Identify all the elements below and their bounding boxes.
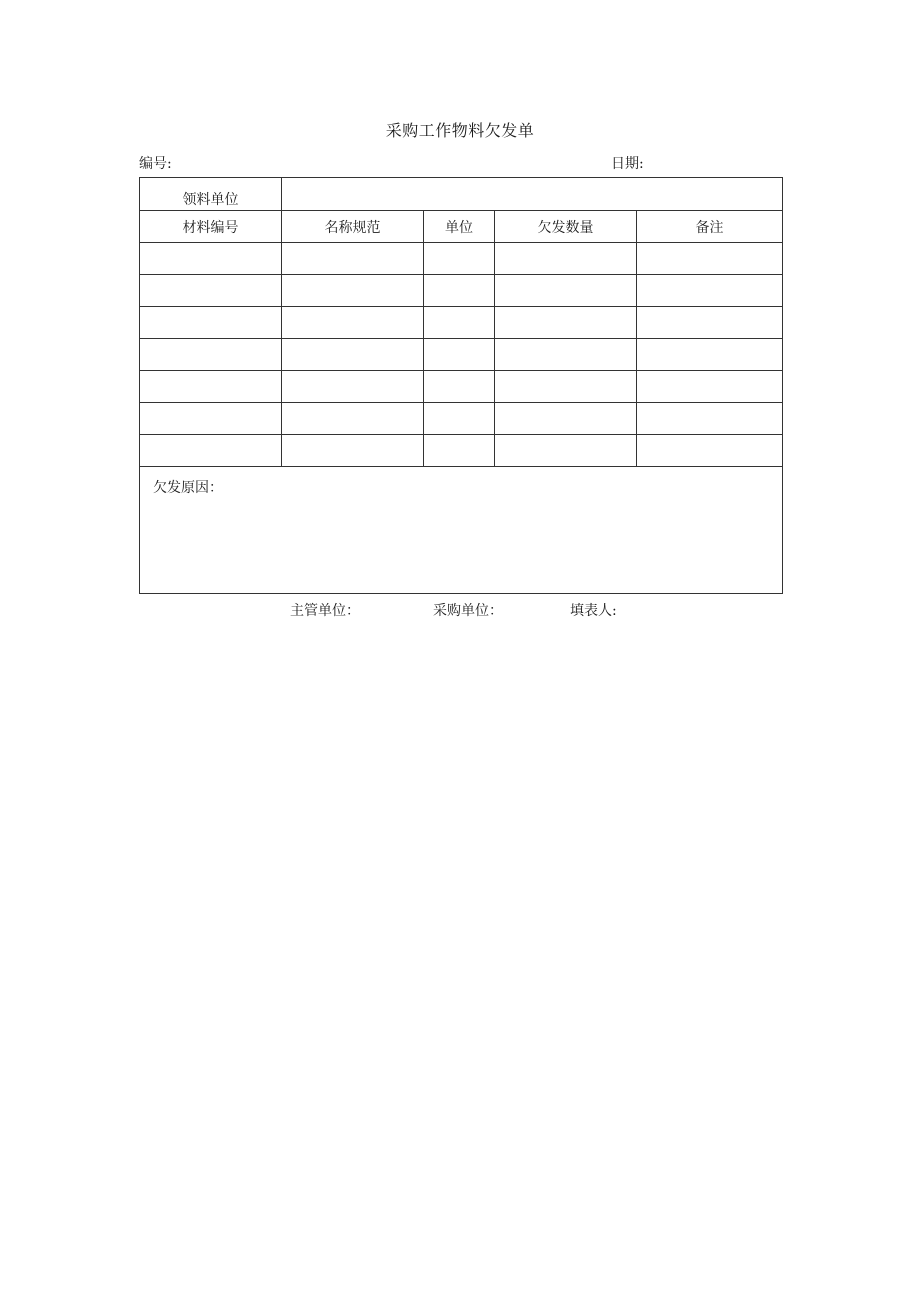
table-cell[interactable] [637,275,783,307]
table-cell[interactable] [140,403,282,435]
table-cell[interactable] [424,435,495,467]
header-material-code: 材料编号 [140,211,282,243]
table-cell[interactable] [424,275,495,307]
table-row [140,403,783,435]
table-row [140,435,783,467]
table-cell[interactable] [140,275,282,307]
header-shortage-qty: 欠发数量 [495,211,637,243]
table-cell[interactable] [282,371,424,403]
table-cell[interactable] [495,371,637,403]
table-row [140,339,783,371]
table-row [140,243,783,275]
table-cell[interactable] [495,403,637,435]
table-cell[interactable] [424,371,495,403]
purchasing-label: 采购单位： [433,603,503,619]
table-cell[interactable] [424,307,495,339]
table-cell[interactable] [495,275,637,307]
table-cell[interactable] [282,339,424,371]
table-cell[interactable] [637,243,783,275]
table-cell[interactable] [495,339,637,371]
table-cell[interactable] [424,339,495,371]
header-remarks: 备注 [637,211,783,243]
table-cell[interactable] [140,307,282,339]
table-cell[interactable] [495,307,637,339]
unit-row [140,178,783,211]
table-cell[interactable] [282,435,424,467]
table-cell[interactable] [495,243,637,275]
table-row [140,275,783,307]
table-row [140,371,783,403]
reason-cell[interactable] [140,467,783,594]
table-cell[interactable] [424,403,495,435]
table-cell[interactable] [637,403,783,435]
unit-value-cell[interactable] [282,178,783,211]
number-label: 编号: [139,156,172,172]
table-cell[interactable] [495,435,637,467]
table-row [140,307,783,339]
filler-label: 填表人: [570,603,617,619]
shortage-form-table [139,177,783,594]
header-row [140,211,783,243]
table-cell[interactable] [140,371,282,403]
table-cell[interactable] [637,435,783,467]
table-cell[interactable] [282,403,424,435]
table-cell[interactable] [637,339,783,371]
header-unit: 单位 [424,211,495,243]
unit-label-cell: 领料单位 [140,178,282,211]
supervisor-label: 主管单位： [290,603,360,619]
table-cell[interactable] [140,435,282,467]
table-cell[interactable] [637,307,783,339]
table-cell[interactable] [140,339,282,371]
reason-label: 欠发原因： [153,480,223,496]
table-cell[interactable] [282,307,424,339]
header-name-spec: 名称规范 [282,211,424,243]
date-label: 日期: [611,156,644,172]
table-cell[interactable] [282,275,424,307]
table-cell[interactable] [637,371,783,403]
table-cell[interactable] [140,243,282,275]
table-cell[interactable] [282,243,424,275]
reason-row [140,467,783,594]
page-title: 采购工作物料欠发单 [385,121,535,140]
table-cell[interactable] [424,243,495,275]
